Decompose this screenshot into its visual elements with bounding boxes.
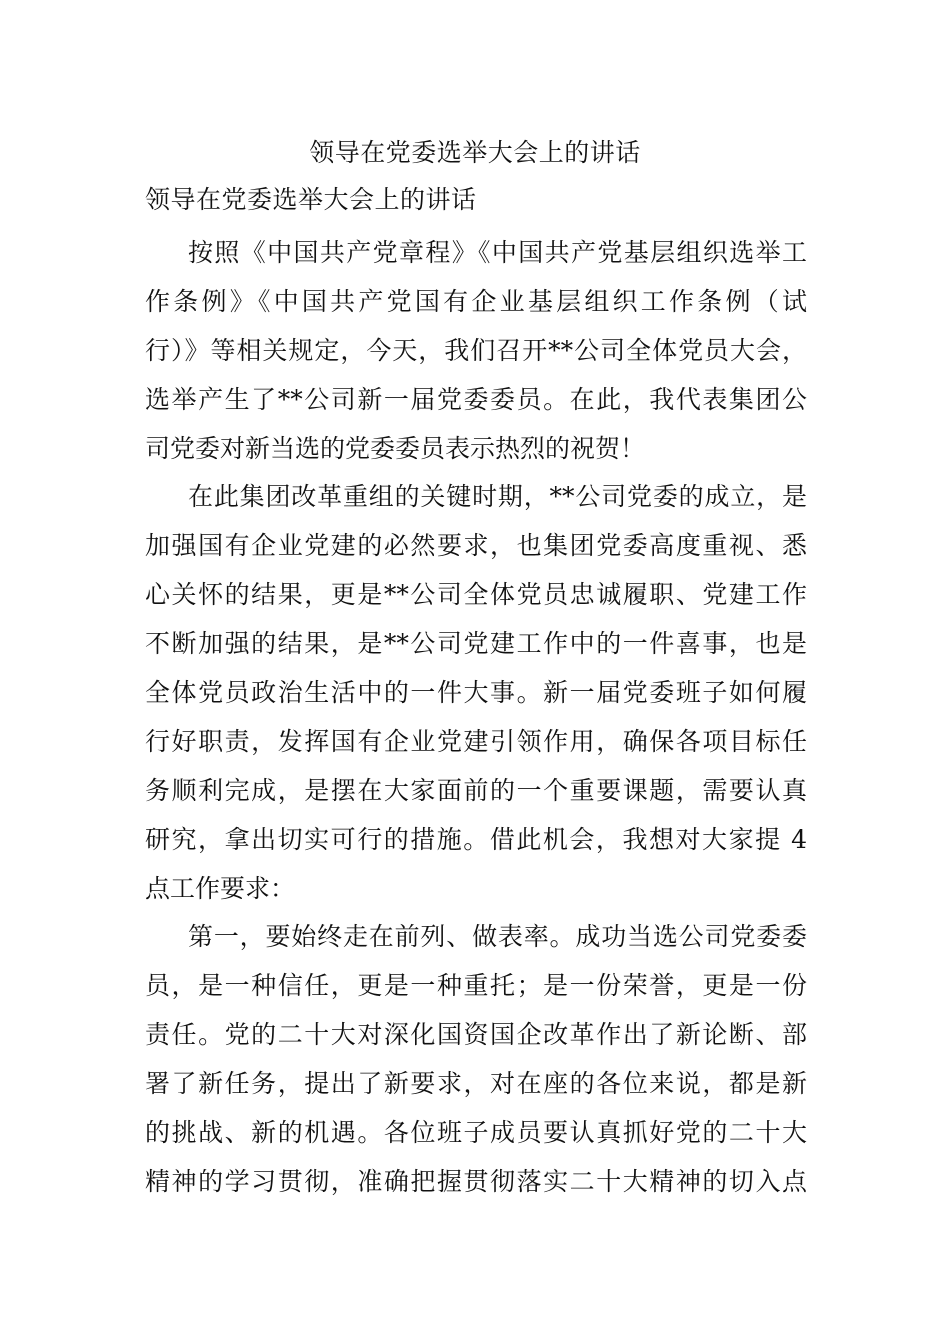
- paragraph-line: 责任。党的二十大对深化国资国企改革作出了新论断、部: [145, 1020, 807, 1050]
- paragraph-line: 行）》等相关规定，今天，我们召开**公司全体党员大会，: [145, 335, 807, 365]
- document-title: 领导在党委选举大会上的讲话: [309, 138, 641, 167]
- paragraph-line: 选举产生了**公司新一届党委委员。在此，我代表集团公: [145, 384, 807, 414]
- paragraph-1: [145, 229, 807, 473]
- paragraph-line: 作条例》《中国共产党国有企业基层组织工作条例（试: [145, 286, 807, 316]
- document-body: [145, 229, 807, 1207]
- paragraph-line: 研究，拿出切实可行的措施。借此机会，我想对大家提 4: [145, 824, 807, 854]
- paragraph-line: 不断加强的结果，是**公司党建工作中的一件喜事，也是: [145, 629, 807, 659]
- paragraph-line: 司党委对新当选的党委委员表示热烈的祝贺！: [145, 433, 646, 463]
- paragraph-line: 加强国有企业党建的必然要求，也集团党委高度重视、悉: [145, 531, 807, 561]
- paragraph-line: 全体党员政治生活中的一件大事。新一届党委班子如何履: [145, 678, 807, 708]
- paragraph-line: 点工作要求：: [145, 873, 296, 903]
- paragraph-3: [145, 913, 807, 1206]
- paragraph-line: 第一，要始终走在前列、做表率。成功当选公司党委委: [188, 922, 807, 952]
- paragraph-line: 务顺利完成，是摆在大家面前的一个重要课题，需要认真: [145, 775, 807, 805]
- paragraph-line: 行好职责，发挥国有企业党建引领作用，确保各项目标任: [145, 726, 807, 756]
- document-subtitle: 领导在党委选举大会上的讲话: [145, 185, 477, 214]
- paragraph-line: 员，是一种信任，更是一种重托；是一份荣誉，更是一份: [145, 971, 807, 1001]
- paragraph-line: 心关怀的结果，更是**公司全体党员忠诚履职、党建工作: [145, 580, 807, 610]
- paragraph-2: [145, 473, 807, 913]
- paragraph-line: 在此集团改革重组的关键时期，**公司党委的成立，是: [188, 482, 807, 512]
- paragraph-line: 精神的学习贯彻，准确把握贯彻落实二十大精神的切入点: [145, 1166, 807, 1196]
- paragraph-line: 按照《中国共产党章程》《中国共产党基层组织选举工: [188, 238, 807, 267]
- paragraph-line: 的挑战、新的机遇。各位班子成员要认真抓好党的二十大: [145, 1118, 807, 1148]
- paragraph-line: 署了新任务，提出了新要求，对在座的各位来说，都是新: [145, 1069, 807, 1099]
